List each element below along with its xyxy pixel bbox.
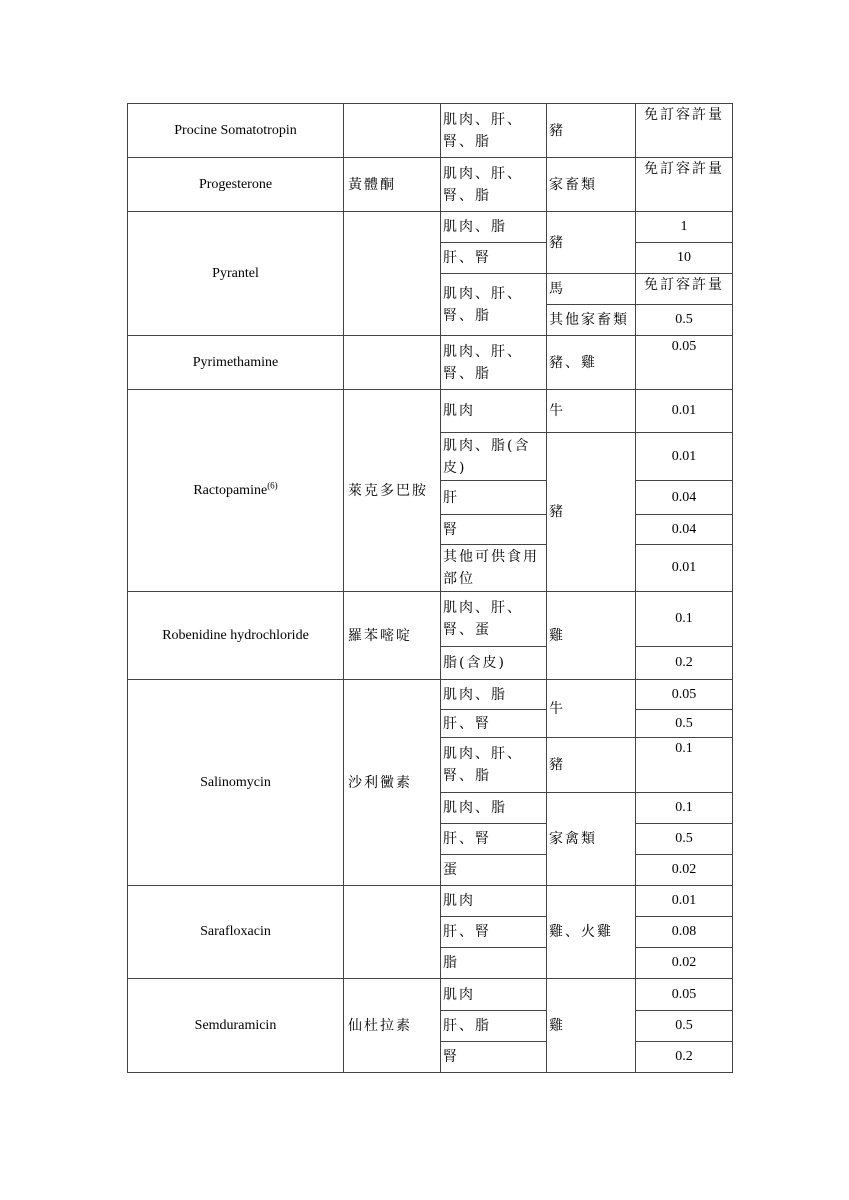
residue-limit: 0.02 bbox=[636, 948, 733, 979]
edible-part: 脂(含皮) bbox=[441, 647, 547, 680]
residue-limit: 免訂容許量 bbox=[636, 158, 733, 212]
edible-part: 肌肉、肝、腎、蛋 bbox=[441, 592, 547, 647]
table-row bbox=[128, 680, 733, 710]
edible-part: 肝、腎 bbox=[441, 710, 547, 738]
animal-species: 豬 bbox=[547, 738, 636, 793]
residue-limit: 0.1 bbox=[636, 793, 733, 824]
edible-part: 肝、腎 bbox=[441, 917, 547, 948]
edible-part: 肌肉、肝、腎、脂 bbox=[441, 336, 547, 390]
residue-limit: 0.5 bbox=[636, 1011, 733, 1042]
drug-residue-table bbox=[127, 103, 733, 1073]
drug-name: Sarafloxacin bbox=[128, 886, 344, 979]
residue-limit: 1 bbox=[636, 212, 733, 243]
residue-limit: 10 bbox=[636, 243, 733, 274]
edible-part: 肌肉、肝、腎、脂 bbox=[441, 104, 547, 158]
animal-species: 豬 bbox=[547, 433, 636, 592]
drug-name: Robenidine hydrochloride bbox=[128, 592, 344, 680]
table-row bbox=[128, 212, 733, 243]
drug-name: Semduramicin bbox=[128, 979, 344, 1073]
drug-name bbox=[128, 390, 344, 592]
animal-species: 雞 bbox=[547, 979, 636, 1073]
residue-limit: 0.05 bbox=[636, 680, 733, 710]
residue-limit: 0.2 bbox=[636, 647, 733, 680]
edible-part: 肝、腎 bbox=[441, 824, 547, 855]
drug-chinese-name: 沙利黴素 bbox=[344, 680, 441, 886]
residue-limit: 0.04 bbox=[636, 481, 733, 515]
drug-chinese-name bbox=[344, 336, 441, 390]
animal-species: 其他家畜類 bbox=[547, 305, 636, 336]
edible-part: 肌肉、脂 bbox=[441, 212, 547, 243]
residue-limit: 0.1 bbox=[636, 738, 733, 793]
drug-name: Pyrantel bbox=[128, 212, 344, 336]
residue-limit: 0.5 bbox=[636, 710, 733, 738]
residue-limit: 0.08 bbox=[636, 917, 733, 948]
residue-limit: 0.01 bbox=[636, 433, 733, 481]
table-row bbox=[128, 390, 733, 433]
residue-limit: 0.05 bbox=[636, 336, 733, 390]
animal-species: 雞、火雞 bbox=[547, 886, 636, 979]
animal-species: 牛 bbox=[547, 680, 636, 738]
edible-part: 肌肉、脂(含皮) bbox=[441, 433, 547, 481]
edible-part: 脂 bbox=[441, 948, 547, 979]
edible-part: 肌肉、肝、腎、脂 bbox=[441, 158, 547, 212]
drug-chinese-name bbox=[344, 886, 441, 979]
residue-limit: 0.01 bbox=[636, 390, 733, 433]
edible-part: 肝、脂 bbox=[441, 1011, 547, 1042]
animal-species: 家畜類 bbox=[547, 158, 636, 212]
footnote-marker: (6) bbox=[267, 479, 278, 490]
edible-part: 肌肉、肝、腎、脂 bbox=[441, 738, 547, 793]
residue-limit: 0.5 bbox=[636, 824, 733, 855]
edible-part: 腎 bbox=[441, 1042, 547, 1073]
edible-part: 蛋 bbox=[441, 855, 547, 886]
table-row bbox=[128, 104, 733, 158]
residue-limit: 0.5 bbox=[636, 305, 733, 336]
animal-species: 雞 bbox=[547, 592, 636, 680]
edible-part: 腎 bbox=[441, 515, 547, 545]
edible-part: 肌肉 bbox=[441, 886, 547, 917]
residue-limit: 免訂容許量 bbox=[636, 274, 733, 305]
residue-limit: 0.01 bbox=[636, 886, 733, 917]
drug-name: Progesterone bbox=[128, 158, 344, 212]
animal-species: 豬 bbox=[547, 104, 636, 158]
residue-limit: 0.04 bbox=[636, 515, 733, 545]
edible-part: 肌肉、脂 bbox=[441, 793, 547, 824]
residue-limit: 0.01 bbox=[636, 545, 733, 592]
drug-chinese-name: 仙杜拉素 bbox=[344, 979, 441, 1073]
residue-limit: 0.05 bbox=[636, 979, 733, 1011]
drug-chinese-name: 萊克多巴胺 bbox=[344, 390, 441, 592]
drug-chinese-name bbox=[344, 104, 441, 158]
edible-part: 肝、腎 bbox=[441, 243, 547, 274]
table-row bbox=[128, 886, 733, 917]
animal-species: 家禽類 bbox=[547, 793, 636, 886]
drug-chinese-name: 羅苯嘧啶 bbox=[344, 592, 441, 680]
drug-name-text: Ractopamine bbox=[193, 482, 268, 498]
edible-part: 肌肉 bbox=[441, 390, 547, 433]
drug-chinese-name: 黃體酮 bbox=[344, 158, 441, 212]
edible-part: 其他可供食用部位 bbox=[441, 545, 547, 592]
animal-species: 牛 bbox=[547, 390, 636, 433]
edible-part: 肌肉、脂 bbox=[441, 680, 547, 710]
edible-part: 肝 bbox=[441, 481, 547, 515]
residue-limit: 免訂容許量 bbox=[636, 104, 733, 158]
residue-limit: 0.1 bbox=[636, 592, 733, 647]
edible-part: 肌肉 bbox=[441, 979, 547, 1011]
table-row bbox=[128, 979, 733, 1011]
drug-name: Procine Somatotropin bbox=[128, 104, 344, 158]
residue-limit: 0.02 bbox=[636, 855, 733, 886]
animal-species: 豬 bbox=[547, 212, 636, 274]
table-row bbox=[128, 336, 733, 390]
table-row bbox=[128, 158, 733, 212]
animal-species: 豬、雞 bbox=[547, 336, 636, 390]
edible-part: 肌肉、肝、腎、脂 bbox=[441, 274, 547, 336]
residue-limit: 0.2 bbox=[636, 1042, 733, 1073]
drug-chinese-name bbox=[344, 212, 441, 336]
drug-name: Pyrimethamine bbox=[128, 336, 344, 390]
table-row bbox=[128, 592, 733, 647]
animal-species: 馬 bbox=[547, 274, 636, 305]
drug-name: Salinomycin bbox=[128, 680, 344, 886]
